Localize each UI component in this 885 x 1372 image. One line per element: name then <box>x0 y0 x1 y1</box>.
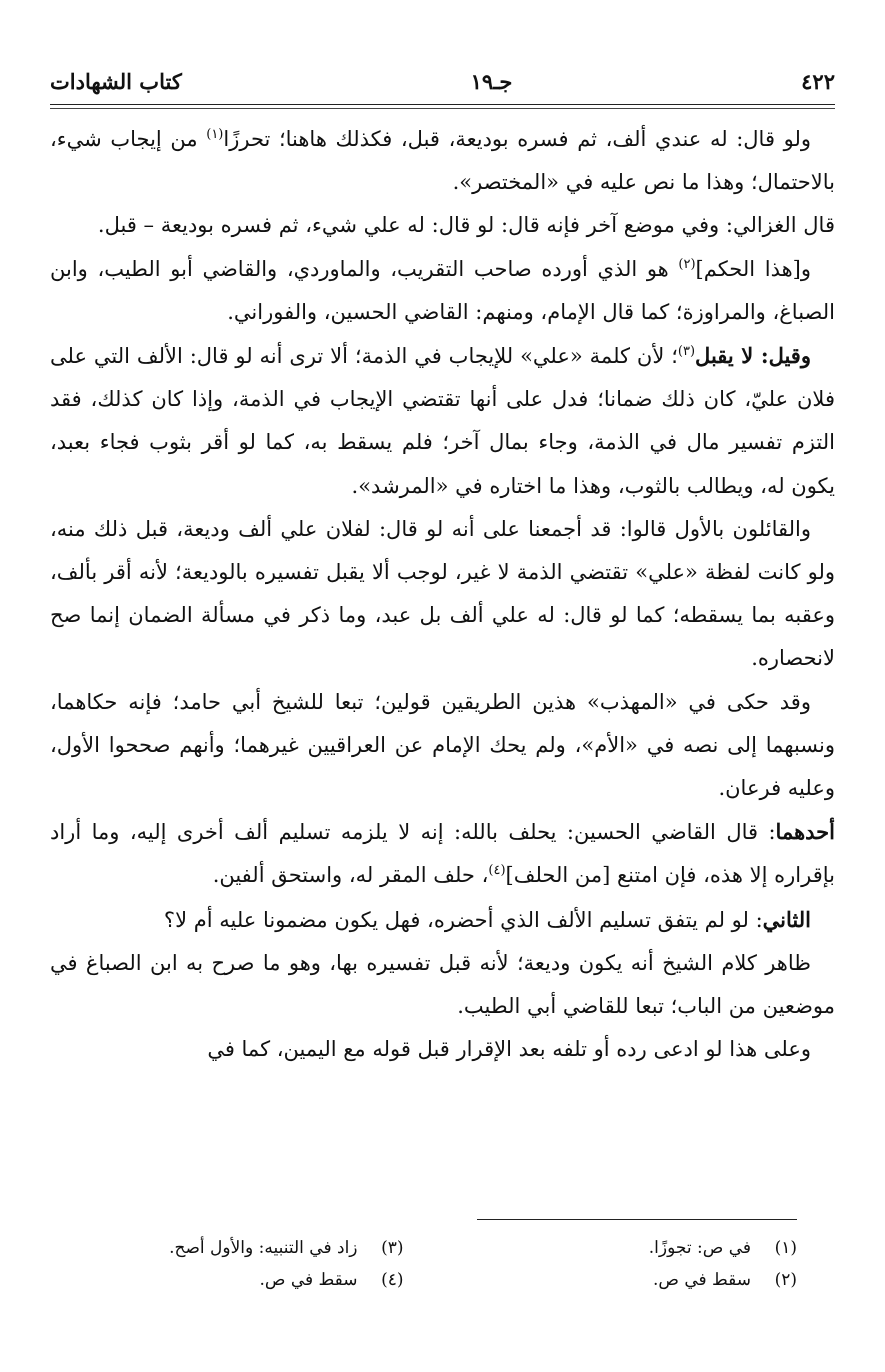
paragraph <box>50 681 835 811</box>
volume-label: جـ١٩ <box>470 68 513 94</box>
text-run: و[هذا الحكم] <box>695 256 811 281</box>
text-run: وعلى هذا لو ادعى رده أو تلفه بعد الإقرار قبل قوله مع اليمين، كما في <box>207 1037 811 1062</box>
text-run: ظاهر كلام الشيخ أنه يكون وديعة؛ لأنه قبل تفسيره بها، وهو ما صرح به ابن الصباغ في موضعين من الباب؛ تبعا للقاضي أبي الطيب. <box>50 950 835 1019</box>
text-run: : لو لم يتفق تسليم الألف الذي أحضره، فهل يكون مضمونا عليه أم لا؟ <box>163 907 763 932</box>
text-run: ؛ لأن كلمة «علي» للإيجاب في الذمة؛ ألا ترى أنه لو قال: الألف التي على فلان عليّ، كان ذلك ضمانا؛ فدل على أنها تقتضي الإيجاب في الذمة، وإذا كان كذلك، فقد التزم تفسير مال في الذمة، وجاء بمال آخر؛ فلم يسقط به، كما لو أقر بثوب فجاء بعبد، يكون له، ويطالب بالثوب، وهذا ما اختاره في «المرشد». <box>50 344 835 498</box>
footnote-text: سقط في ص. <box>259 1270 358 1290</box>
paragraph <box>50 1028 835 1071</box>
page-header <box>50 62 835 100</box>
bold-term: وقيل: لا يقبل <box>695 343 811 369</box>
page-number: ٤٢٢ <box>801 68 835 94</box>
footnote-number: (٣) <box>381 1238 404 1258</box>
footnote-number: (٢) <box>774 1270 797 1290</box>
text-run: : قال القاضي الحسين: يحلف بالله: إنه لا يلزمه تسليم ألف أخرى إليه، وما أراد بإقراره إلا هذه، فإن امتنع [من الحلف] <box>50 820 835 888</box>
paragraph <box>50 508 835 681</box>
text-run: والقائلون بالأول قالوا: قد أجمعنا على أنه لو قال: لفلان علي ألف وديعة، قبل ذلك منه، ولو كانت لفظة «علي» تقتضي الذمة لا غير، لوجب ألا يقبل تفسيره بالوديعة؛ لأنه أقر بألف، وعقبه بما يسقطه؛ كما لو قال: له علي ألف بل عبد، وما ذكر في مسألة الضمان إنما صح لانحصاره. <box>50 516 835 671</box>
footnote-number: (٤) <box>381 1270 404 1290</box>
paragraph <box>50 334 835 508</box>
text-run: من إيجاب شيء، بالاحتمال؛ وهذا ما نص عليه في «المختصر». <box>50 127 835 195</box>
footnote-number: (١) <box>774 1238 797 1258</box>
bold-term: أحدهما <box>775 819 835 845</box>
paragraph <box>50 942 835 1028</box>
text-run: قال الغزالي: وفي موضع آخر فإنه قال: لو قال: له علي شيء، ثم فسره بوديعة – قبل. <box>97 213 835 238</box>
footnotes <box>50 1232 797 1296</box>
text-run: ، حلف المقر له، واستحق ألفين. <box>212 863 489 888</box>
footnote-marker: (٣) <box>677 344 696 360</box>
footnote <box>444 1264 798 1296</box>
paragraph <box>50 248 835 334</box>
footnote-text: زاد في التنبيه: والأول أصح. <box>169 1238 358 1258</box>
paragraph <box>50 810 835 897</box>
footnote <box>50 1232 404 1264</box>
book-title: كتاب الشهادات <box>50 68 182 94</box>
footnote-rule <box>477 1219 797 1220</box>
footnote <box>50 1264 404 1296</box>
text-run: ولو قال: له عندي ألف، ثم فسره بوديعة، قبل، فكذلك هاهنا؛ تحرزًا <box>223 127 811 151</box>
footnote-text: سقط في ص. <box>652 1270 751 1290</box>
paragraph <box>50 898 835 942</box>
bold-term: الثاني <box>762 906 811 932</box>
footnote-marker: (١) <box>206 127 224 142</box>
footnote-marker: (٤) <box>488 863 506 879</box>
text-run: هو الذي أورده صاحب التقريب، والماوردي، والقاضي أبو الطيب، وابن الصباغ، والمراوزة؛ كما قال الإمام، ومنهم: القاضي الحسين، والفوراني. <box>50 256 835 324</box>
footnote <box>444 1232 798 1264</box>
footnote-marker: (٢) <box>678 256 696 272</box>
paragraph <box>50 118 835 204</box>
header-rule <box>50 104 835 105</box>
header-rule-thin <box>50 108 835 109</box>
text-run: وقد حكى في «المهذب» هذين الطريقين قولين؛ تبعا للشيخ أبي حامد؛ فإنه حكاهما، ونسبهما إلى نصه في «الأم»، ولم يحك الإمام عن العراقيين غيرهما؛ وأنهم صححوا الأول، وعليه فرعان. <box>50 689 835 801</box>
footnote-text: في ص: تجوزًا. <box>648 1238 751 1258</box>
paragraph <box>50 204 835 247</box>
main-text <box>50 118 835 1071</box>
